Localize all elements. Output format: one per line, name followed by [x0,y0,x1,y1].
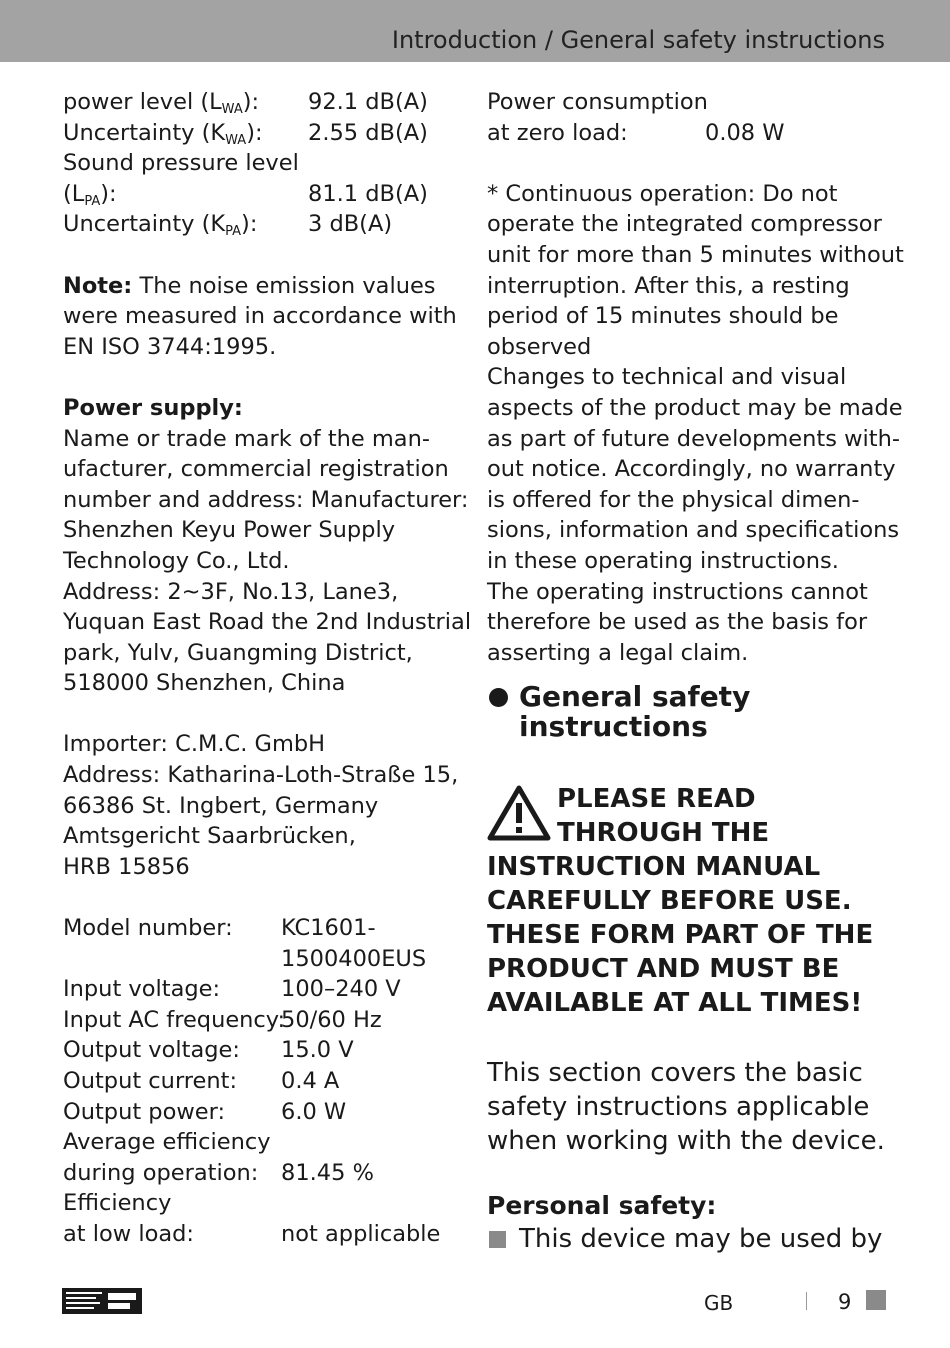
power-supply-section: Power supply: Name or trade mark of the man- ufacturer, commercial registration number and address: Manufacturer: Shenzhen Keyu Power Supply Technology Co., Ltd. Address: 2~3F, No.13, Lane3, Yuquan East Road the 2nd Industrial park, Yulv, Guangming District, 518000 Shenzhen, China [63,394,472,697]
footer-divider [806,1292,807,1310]
footer-language: GB [704,1291,734,1315]
spec-row-power-level: power level $(L_{WA})$: 92.1 dB(A) [63,89,428,117]
intro-paragraph: This section covers the basic safety instructions applicable when working with the device. [487,1058,885,1157]
spec-row: Input voltage: 100–240 V [63,976,401,1003]
spec-row: Output current: 0.4 A [63,1068,340,1094]
spec-value: 3 dB(A) [308,211,393,238]
page-header [0,0,950,62]
continuous-operation-paragraph: * Continuous operation: Do not operate the integrated compressor unit for more than 5 minutes without interruption. After this, a resting period of 15 minutes should be observed Changes to technical and visual aspects of the product may be made as part of future developments with- out notice. Accordingly, no warranty is offered for the physical dimen- sions, information and specifications in these operating instructions. The operating instructions cannot therefore be used as the basis for asserting a legal claim. [487,180,904,666]
spec-row: 1500400EUS [281,945,427,972]
square-bullet-icon [489,1231,506,1248]
spec-row: at low load: not applicable [63,1220,441,1247]
spec-value: 2.55 dB(A) [308,119,428,146]
power-consumption: Power consumption at zero load: 0.08 W [487,87,887,148]
right-column [487,87,904,1256]
personal-safety-heading: Personal safety: [487,1191,717,1221]
spec-value: 0.08 W [705,119,785,146]
spec-row: during operation: 81.45 % [63,1159,374,1186]
section-heading: General safety instructions [487,682,887,742]
spec-row: Average efficiency [63,1129,271,1156]
spec-row: Input AC frequency: 50/60 Hz [63,1006,382,1033]
specs-table [63,913,458,1250]
spec-label-sound-pressure: Sound pressure level [63,150,299,177]
spec-row-uncertainty-kpa: Uncertainty $(K_{PA})$: 3 dB(A) [63,211,393,240]
power-supply-heading: Power supply: [63,394,243,421]
left-column [63,87,472,1250]
spec-row: Output voltage: 15.0 V [63,1037,354,1064]
page-marker-icon [866,1290,886,1310]
spec-row-lpa: $(L_{PA})$: 81.1 dB(A) [63,180,428,209]
warning-triangle-icon [487,785,551,841]
spec-row: Output power: 6.0 W [63,1098,347,1125]
page-number: 9 [838,1290,852,1314]
note-label: Note: [63,272,133,299]
bullet-dot-icon [489,688,508,707]
warning-block: PLEASE READ THROUGH THE INSTRUCTION MANUAL CAREFULLY BEFORE USE. THESE FORM PART OF THE PRODUCT AND MUST BE AVAILABLE AT ALL TIMES! [487,784,874,1019]
spec-row-uncertainty-kwa: Uncertainty $(K_{WA})$: 2.55 dB(A) [63,119,428,148]
list-item: This device may be used by [487,1222,887,1256]
importer-section: Importer: C.M.C. GmbH Address: Katharina-Loth-Straße 15, 66386 St. Ingbert, Germany Amtsgericht Saarbrücken, HRB 15856 [63,731,459,880]
note-paragraph: Note: The noise emission values were measured in accordance with EN ISO 3744:1995. [63,272,457,360]
spec-value: 81.1 dB(A) [308,180,428,207]
ultimate-speed-logo [62,1288,142,1314]
page-header-title: Introduction / General safety instructions [391,26,885,54]
spec-value: 92.1 dB(A) [308,89,428,115]
spec-row: Model number: KC1601- [63,915,376,942]
spec-row: Efficiency [63,1190,172,1217]
